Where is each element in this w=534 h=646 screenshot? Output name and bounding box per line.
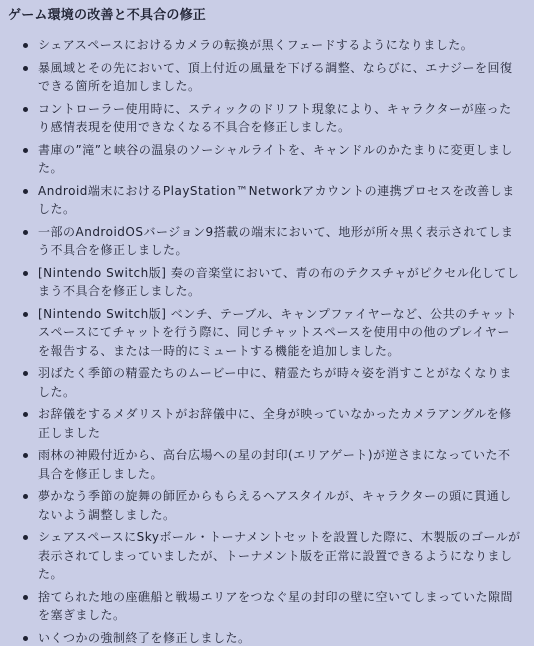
list-item xyxy=(8,223,526,260)
bullet-icon xyxy=(23,189,28,194)
list-item xyxy=(8,446,526,483)
bullet-icon xyxy=(23,494,28,499)
list-item-text: 捨てられた地の座礁船と戦場エリアをつなぐ星の封印の壁に空いてしまっていた隙間を塞ぎました。 xyxy=(38,589,514,622)
bullet-icon xyxy=(23,453,28,458)
list-item-text: 羽ばたく季節の精霊たちのムービー中に、精霊たちが時々姿を消すことがなくなりました。 xyxy=(38,366,512,399)
list-item-text: 一部のAndroidOSバージョン9搭載の端末において、地形が所々黒く表示されてしまう不具合を修正しました。 xyxy=(38,224,514,257)
bullet-icon xyxy=(23,535,28,540)
bullet-icon xyxy=(23,148,28,153)
list-item-text: [Nintendo Switch版] ベンチ、テーブル、キャンプファイヤーなど、公共のチャットスペースにてチャットを行う際に、同じチャットスペースを使用中の他のプレイヤーを報告する、または一時的にミュートする機能を追加しました。 xyxy=(38,306,518,358)
list-item xyxy=(8,405,526,442)
list-item xyxy=(8,528,526,584)
notes-list xyxy=(8,36,526,646)
list-item xyxy=(8,100,526,137)
bullet-icon xyxy=(23,595,28,600)
bullet-icon xyxy=(23,271,28,276)
list-item xyxy=(8,305,526,361)
bullet-icon xyxy=(23,43,28,48)
list-item-text: コントローラー使用時に、スティックのドリフト現象により、キャラクターが座ったり感情表現を使用できなくなる不具合を修正しました。 xyxy=(38,101,512,134)
section-title: ゲーム環境の改善と不具合の修正 xyxy=(8,8,207,23)
list-item xyxy=(8,182,526,219)
list-item-text: 書庫の”滝”と峡谷の温泉のソーシャルライトを、キャンドルのかたまりに変更しました。 xyxy=(38,142,513,175)
list-item-text: [Nintendo Switch版] 奏の音楽堂において、青の布のテクスチャがピクセル化してしまう不具合を修正しました。 xyxy=(38,265,520,298)
list-item xyxy=(8,487,526,524)
bullet-icon xyxy=(23,371,28,376)
list-item-text: シェアスペースにSkyボール・トーナメントセットを設置した際に、木製版のゴールが表示されてしまっていましたが、トーナメント版を正常に設置できるようになりました。 xyxy=(38,530,521,581)
list-item-text: いくつかの強制終了を修正しました。 xyxy=(38,630,251,645)
bullet-icon xyxy=(23,107,28,112)
list-item-text: 暴風域とその先において、頂上付近の風量を下げる調整、ならびに、エナジーを回復できる箇所を追加しました。 xyxy=(38,60,513,93)
bullet-icon xyxy=(23,636,28,641)
list-item-text: お辞儀をするメダリストがお辞儀中に、全身が映っていなかったカメラアングルを修正しました xyxy=(38,407,512,440)
list-item xyxy=(8,36,526,55)
bullet-icon xyxy=(23,230,28,235)
list-item-text: Android端末におけるPlayStation™Networkアカウントの連携プロセスを改善しました。 xyxy=(38,183,515,216)
list-item xyxy=(8,588,526,625)
list-item-text: シェアスペースにおけるカメラの転換が黒くフェードするようになりました。 xyxy=(38,38,474,52)
list-item-text: 雨林の神殿付近から、高台広場への星の封印(エリアゲート)が逆さまになっていた不具合を修正しました。 xyxy=(38,448,511,481)
bullet-icon xyxy=(23,412,28,417)
list-item xyxy=(8,141,526,178)
list-item-text: 夢かなう季節の旋舞の師匠からもらえるヘアスタイルが、キャラクターの頭に貫通しないよう調整しました。 xyxy=(38,489,512,522)
list-item xyxy=(8,264,526,301)
bullet-icon xyxy=(23,312,28,317)
list-item xyxy=(8,59,526,96)
bullet-icon xyxy=(23,66,28,71)
list-item xyxy=(8,364,526,401)
list-item xyxy=(8,629,526,646)
